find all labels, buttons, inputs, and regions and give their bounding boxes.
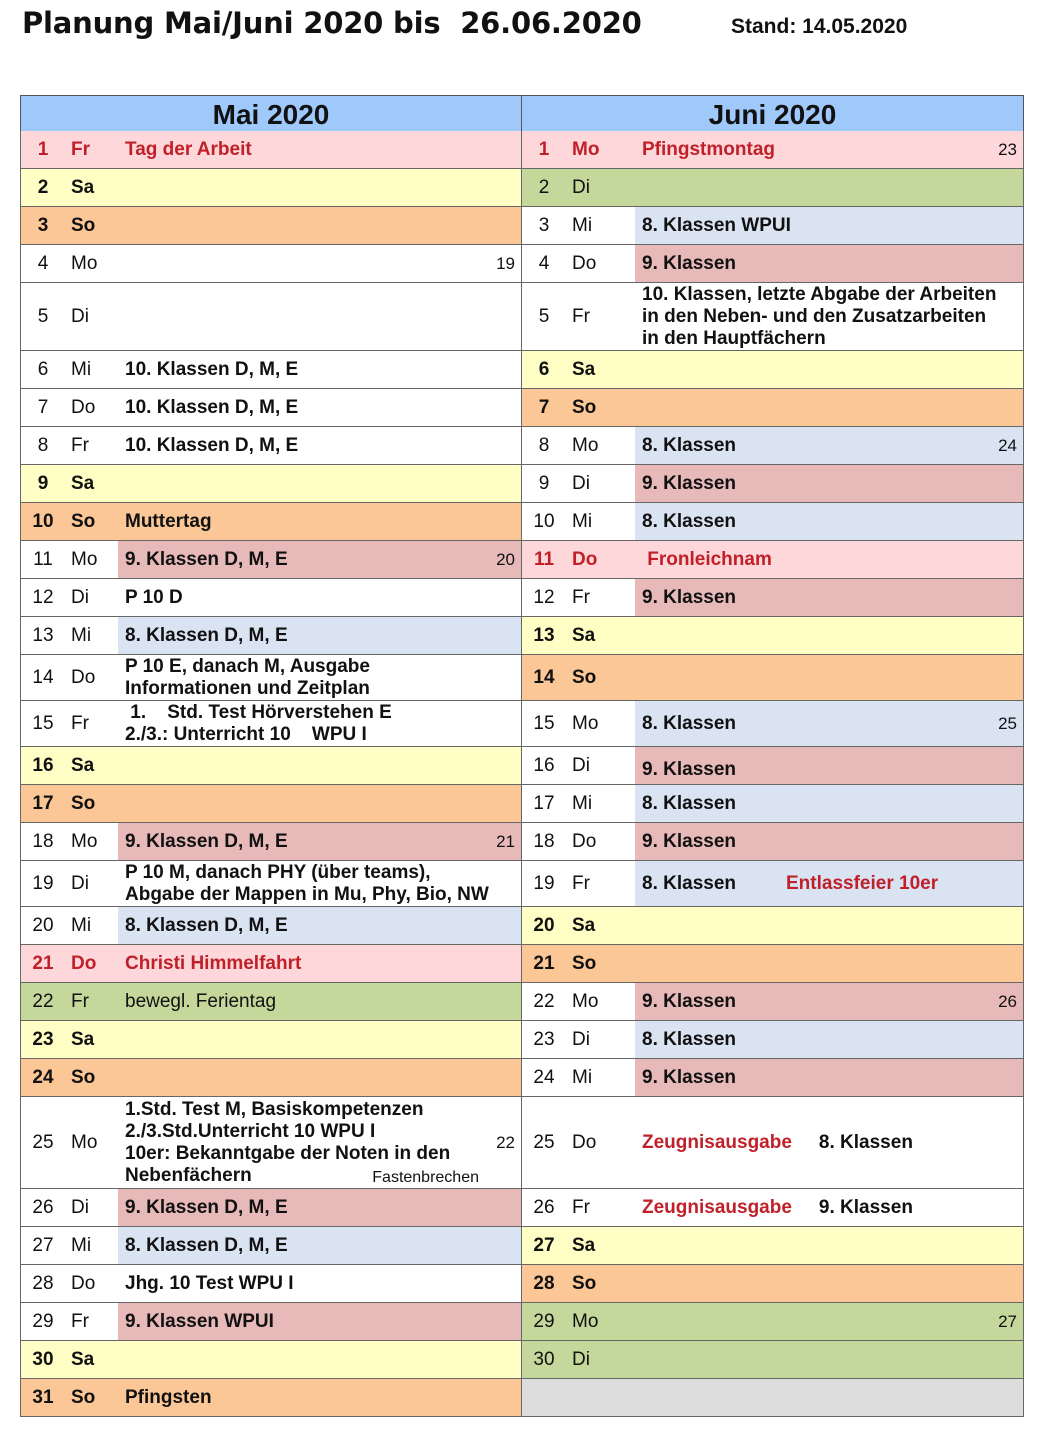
day-number: 22 xyxy=(533,990,555,1012)
weekday: Fr xyxy=(71,434,89,456)
day-number: 23 xyxy=(32,1028,54,1050)
day-number: 4 xyxy=(538,252,550,274)
june-day-row xyxy=(521,1059,1024,1097)
entry-text: 9. Klassen xyxy=(642,252,736,274)
may-day-row xyxy=(20,245,522,283)
june-day-row xyxy=(521,983,1024,1021)
day-entry xyxy=(118,541,521,578)
weekday: Sa xyxy=(572,358,596,380)
entry-text: 9. Klassen D, M, E xyxy=(125,548,288,570)
day-entry xyxy=(635,131,1023,168)
day-entry xyxy=(635,579,1023,616)
weekday: Di xyxy=(572,1348,590,1370)
day-number: 9 xyxy=(538,472,550,494)
day-number: 20 xyxy=(32,914,54,936)
day-number: 1 xyxy=(37,138,49,160)
june-day-row xyxy=(521,655,1024,701)
entry-text: 9. Klassen xyxy=(642,1066,736,1088)
day-number: 18 xyxy=(533,830,555,852)
weekday: Do xyxy=(71,396,96,418)
weekday: Di xyxy=(71,586,89,608)
day-entry xyxy=(118,983,521,1020)
entry-text: 8. Klassen xyxy=(642,792,736,814)
entry-text: 9. Klassen xyxy=(642,990,736,1012)
entry-text: 8. Klassen D, M, E xyxy=(125,1234,288,1256)
entry-text: Pfingsten xyxy=(125,1386,212,1408)
june-day-row xyxy=(521,861,1024,907)
day-number: 28 xyxy=(533,1272,555,1294)
day-entry xyxy=(118,907,521,944)
weekday xyxy=(572,1379,618,1416)
june-day-row xyxy=(521,541,1024,579)
june-day-row xyxy=(521,389,1024,427)
june-day-row xyxy=(521,907,1024,945)
weekday: Di xyxy=(71,305,89,327)
may-day-row xyxy=(20,541,522,579)
day-number: 7 xyxy=(538,396,550,418)
entry-text: 9. Klassen xyxy=(642,759,736,780)
entry-text: 8. Klassen xyxy=(642,434,736,456)
may-day-row xyxy=(20,655,522,701)
entry-text: Muttertag xyxy=(125,510,212,532)
may-day-row xyxy=(20,389,522,427)
june-day-row xyxy=(521,747,1024,785)
day-entry xyxy=(118,1303,521,1340)
weekday: Fr xyxy=(71,712,89,734)
day-number: 21 xyxy=(32,952,54,974)
day-entry xyxy=(118,579,521,616)
weekday: Do xyxy=(572,252,597,274)
may-day-row xyxy=(20,207,522,245)
entry-text: 1.Std. Test M, Basiskompetenzen 2./3.Std.Unterricht 10 WPU I 10er: Bekanntgabe der Noten in den Nebenfächern xyxy=(125,1098,451,1186)
day-entry xyxy=(635,465,1023,502)
day-entry xyxy=(118,351,521,388)
day-entry xyxy=(118,655,521,700)
day-entry xyxy=(635,1059,1023,1096)
weekday: Fr xyxy=(71,990,89,1012)
entry-text: Tag der Arbeit xyxy=(125,138,252,160)
day-number: 14 xyxy=(32,666,54,688)
day-number: 11 xyxy=(533,548,555,570)
entry-extra: 8. Klassen xyxy=(818,1131,913,1153)
may-header: Mai 2020 xyxy=(20,95,522,132)
may-day-row xyxy=(20,169,522,207)
entry-text: 10. Klassen D, M, E xyxy=(125,434,299,456)
week-number: 25 xyxy=(998,713,1017,733)
day-number: 13 xyxy=(32,624,54,646)
june-day-row xyxy=(521,131,1024,169)
weekday: Mi xyxy=(71,358,92,380)
day-entry xyxy=(118,1227,521,1264)
day-number: 22 xyxy=(32,990,54,1012)
entry-text: 10. Klassen D, M, E xyxy=(125,358,299,380)
entry-text: 10. Klassen, letzte Abgabe der Arbeiten in den Neben- und den Zusatzarbeiten in den Hauptfächern xyxy=(642,283,997,349)
june-day-row xyxy=(521,351,1024,389)
day-entry xyxy=(635,747,1023,784)
entry-text: 9. Klassen xyxy=(642,586,736,608)
june-day-row xyxy=(521,1097,1024,1189)
june-day-row xyxy=(521,579,1024,617)
entry-text: P 10 M, danach PHY (über teams), Abgabe der Mappen in Mu, Phy, Bio, NW xyxy=(125,861,489,905)
weekday: So xyxy=(71,792,96,814)
day-number: 26 xyxy=(533,1196,555,1218)
weekday: Mo xyxy=(71,1131,98,1153)
entry-text: 9. Klassen D, M, E xyxy=(125,830,288,852)
may-day-row xyxy=(20,579,522,617)
may-day-row xyxy=(20,1097,522,1189)
june-day-row xyxy=(521,245,1024,283)
day-number: 7 xyxy=(37,396,49,418)
weekday: So xyxy=(71,1066,96,1088)
weekday: Do xyxy=(572,1131,597,1153)
june-day-row xyxy=(521,1379,1024,1417)
may-day-row xyxy=(20,861,522,907)
june-day-row xyxy=(521,785,1024,823)
june-day-row xyxy=(521,1227,1024,1265)
weekday: Fr xyxy=(572,1196,590,1218)
weekday: Mi xyxy=(572,792,593,814)
june-day-row xyxy=(521,1341,1024,1379)
day-entry xyxy=(635,427,1023,464)
week-number: 22 xyxy=(496,1132,515,1152)
day-number: 27 xyxy=(32,1234,54,1256)
week-number: 20 xyxy=(496,549,515,569)
may-day-row xyxy=(20,1227,522,1265)
weekday: Sa xyxy=(71,1348,95,1370)
day-number: 29 xyxy=(533,1310,555,1332)
day-entry xyxy=(635,541,1023,578)
weekday: Mi xyxy=(71,624,92,646)
week-number: 19 xyxy=(496,253,515,273)
day-number: 29 xyxy=(32,1310,54,1332)
may-day-row xyxy=(20,617,522,655)
day-number: 2 xyxy=(538,176,550,198)
day-number: 2 xyxy=(37,176,49,198)
june-day-row xyxy=(521,1303,1024,1341)
entry-text: 8. Klassen xyxy=(642,510,736,532)
day-number: 8 xyxy=(538,434,550,456)
weekday: Sa xyxy=(71,1028,95,1050)
day-number: 6 xyxy=(538,358,550,380)
day-entry xyxy=(635,1097,1023,1188)
may-day-row xyxy=(20,945,522,983)
day-number: 6 xyxy=(37,358,49,380)
day-number: 25 xyxy=(32,1131,54,1153)
entry-text: 10. Klassen D, M, E xyxy=(125,396,299,418)
june-day-row xyxy=(521,465,1024,503)
june-day-row xyxy=(521,1265,1024,1303)
weekday: Mi xyxy=(572,214,593,236)
weekday: Fr xyxy=(572,872,590,894)
day-number xyxy=(522,1379,566,1416)
weekday: Di xyxy=(71,1196,89,1218)
weekday: Mo xyxy=(71,548,98,570)
day-entry xyxy=(118,503,521,540)
entry-text: 8. Klassen D, M, E xyxy=(125,624,288,646)
entry-note: Fastenbrechen xyxy=(372,1169,479,1186)
june-day-row xyxy=(521,207,1024,245)
weekday: Mi xyxy=(71,914,92,936)
may-day-row xyxy=(20,1341,522,1379)
day-entry xyxy=(118,861,521,906)
week-number: 24 xyxy=(998,435,1017,455)
entry-extra: 9. Klassen xyxy=(818,1196,913,1218)
day-entry xyxy=(118,945,521,982)
weekday: Di xyxy=(572,754,590,776)
day-number: 8 xyxy=(37,434,49,456)
day-entry xyxy=(118,389,521,426)
june-day-row xyxy=(521,1189,1024,1227)
weekday: Sa xyxy=(71,472,95,494)
weekday: Mo xyxy=(572,712,599,734)
day-number: 5 xyxy=(37,305,49,327)
day-entry xyxy=(118,1379,521,1416)
day-number: 13 xyxy=(533,624,555,646)
entry-text: P 10 E, danach M, Ausgabe Informationen und Zeitplan xyxy=(125,655,370,699)
day-number: 19 xyxy=(533,872,555,894)
week-number: 26 xyxy=(998,991,1017,1011)
day-entry xyxy=(118,617,521,654)
weekday: Mo xyxy=(572,1310,599,1332)
day-entry xyxy=(635,245,1023,282)
may-day-row xyxy=(20,1189,522,1227)
weekday: Fr xyxy=(71,1310,89,1332)
day-number: 12 xyxy=(533,586,555,608)
june-day-row xyxy=(521,427,1024,465)
weekday: Do xyxy=(71,952,97,974)
weekday: So xyxy=(572,396,597,418)
may-day-row xyxy=(20,1265,522,1303)
day-entry xyxy=(118,701,521,746)
weekday: Mi xyxy=(572,510,593,532)
weekday: Mo xyxy=(572,990,599,1012)
day-entry xyxy=(118,1189,521,1226)
weekday: Mo xyxy=(71,830,98,852)
may-day-row xyxy=(20,701,522,747)
day-number: 24 xyxy=(533,1066,555,1088)
day-number: 4 xyxy=(37,252,49,274)
entry-text: bewegl. Ferientag xyxy=(125,990,277,1012)
day-number: 25 xyxy=(533,1131,555,1153)
day-number: 30 xyxy=(32,1348,54,1370)
day-number: 18 xyxy=(32,830,54,852)
may-day-row xyxy=(20,1379,522,1417)
day-number: 16 xyxy=(32,754,54,776)
weekday: Do xyxy=(71,1272,96,1294)
weekday: Di xyxy=(71,872,89,894)
weekday: Do xyxy=(572,830,597,852)
may-day-row xyxy=(20,907,522,945)
week-number: 27 xyxy=(998,1311,1017,1331)
day-number: 20 xyxy=(533,914,555,936)
entry-text: Fronleichnam xyxy=(642,548,772,570)
may-day-row xyxy=(20,131,522,169)
day-number: 15 xyxy=(32,712,54,734)
may-day-row xyxy=(20,823,522,861)
day-number: 24 xyxy=(32,1066,54,1088)
day-entry xyxy=(635,983,1023,1020)
entry-text: 8. Klassen xyxy=(642,1028,736,1050)
day-entry xyxy=(118,131,521,168)
june-day-row xyxy=(521,283,1024,351)
weekday: Fr xyxy=(71,138,90,160)
weekday: Mi xyxy=(71,1234,92,1256)
day-number: 11 xyxy=(33,548,53,570)
day-number: 23 xyxy=(533,1028,555,1050)
weekday: Mo xyxy=(572,434,599,456)
day-entry xyxy=(635,503,1023,540)
weekday: So xyxy=(572,952,597,974)
may-day-row xyxy=(20,465,522,503)
may-day-row xyxy=(20,1059,522,1097)
day-entry xyxy=(635,1021,1023,1058)
entry-text: 9. Klassen xyxy=(642,472,736,494)
day-number: 28 xyxy=(32,1272,54,1294)
day-entry xyxy=(635,207,1023,244)
day-number: 16 xyxy=(533,754,555,776)
weekday: Di xyxy=(572,176,590,198)
week-number: 21 xyxy=(496,831,515,851)
day-number: 10 xyxy=(32,510,54,532)
entry-text: P 10 D xyxy=(125,586,183,608)
weekday: Sa xyxy=(71,754,95,776)
may-day-row xyxy=(20,1021,522,1059)
stand-date: Stand: 14.05.2020 xyxy=(731,15,908,38)
entry-text: Pfingstmontag xyxy=(642,138,775,160)
weekday: Mo xyxy=(71,252,98,274)
day-entry xyxy=(118,427,521,464)
day-number: 31 xyxy=(32,1386,54,1408)
day-entry xyxy=(635,1189,1023,1226)
day-number: 10 xyxy=(533,510,555,532)
day-entry xyxy=(118,823,521,860)
weekday: Sa xyxy=(71,176,95,198)
day-number: 9 xyxy=(37,472,49,494)
entry-text: Zeugnisausgabe xyxy=(642,1131,792,1153)
entry-text: Jhg. 10 Test WPU I xyxy=(125,1272,294,1294)
june-day-row xyxy=(521,1021,1024,1059)
entry-text: 8. Klassen WPUI xyxy=(642,214,791,236)
day-entry xyxy=(635,785,1023,822)
day-number: 21 xyxy=(533,952,555,974)
may-day-row xyxy=(20,1303,522,1341)
weekday: Do xyxy=(572,548,598,570)
page-title: Planung Mai/Juni 2020 bis 26.06.2020 xyxy=(22,6,642,40)
day-number: 17 xyxy=(32,792,54,814)
may-day-row xyxy=(20,747,522,785)
day-entry xyxy=(635,283,1023,350)
weekday: So xyxy=(71,1386,96,1408)
day-number: 5 xyxy=(538,305,550,327)
day-number: 30 xyxy=(533,1348,555,1370)
weekday: So xyxy=(71,214,96,236)
weekday: Di xyxy=(572,1028,590,1050)
weekday: Di xyxy=(572,472,590,494)
entry-text: 8. Klassen D, M, E xyxy=(125,914,288,936)
day-number: 12 xyxy=(32,586,54,608)
june-day-row xyxy=(521,503,1024,541)
day-entry xyxy=(635,701,1023,746)
entry-text: 9. Klassen xyxy=(642,830,736,852)
weekday: Mi xyxy=(572,1066,593,1088)
june-day-row xyxy=(521,701,1024,747)
day-entry xyxy=(635,861,1023,906)
entry-text: Christi Himmelfahrt xyxy=(125,952,302,974)
weekday: So xyxy=(71,510,96,532)
day-number: 3 xyxy=(538,214,550,236)
day-number: 26 xyxy=(32,1196,54,1218)
day-entry xyxy=(635,823,1023,860)
entry-text: Zeugnisausgabe xyxy=(642,1196,792,1218)
may-day-row xyxy=(20,283,522,351)
weekday: Sa xyxy=(572,624,596,646)
may-day-row xyxy=(20,785,522,823)
june-day-row xyxy=(521,945,1024,983)
entry-text: 9. Klassen WPUI xyxy=(125,1310,274,1332)
week-number: 23 xyxy=(998,139,1017,159)
weekday: Mo xyxy=(572,138,600,160)
may-day-row xyxy=(20,503,522,541)
day-number: 15 xyxy=(533,712,555,734)
entry-text: 1. Std. Test Hörverstehen E 2./3.: Unterricht 10 WPU I xyxy=(125,701,392,745)
entry-text: 8. Klassen xyxy=(642,872,736,894)
weekday: Fr xyxy=(572,586,590,608)
entry-text: 8. Klassen xyxy=(642,712,736,734)
weekday: Sa xyxy=(572,914,596,936)
entry-text: 9. Klassen D, M, E xyxy=(125,1196,288,1218)
weekday: Fr xyxy=(572,305,590,327)
day-number: 27 xyxy=(533,1234,555,1256)
day-entry xyxy=(118,1265,521,1302)
day-number: 17 xyxy=(533,792,555,814)
june-day-row xyxy=(521,823,1024,861)
may-day-row xyxy=(20,351,522,389)
weekday: Do xyxy=(71,666,96,688)
day-number: 14 xyxy=(533,666,555,688)
weekday: Sa xyxy=(572,1234,596,1256)
june-day-row xyxy=(521,169,1024,207)
day-number: 3 xyxy=(37,214,49,236)
weekday: So xyxy=(572,666,597,688)
june-day-row xyxy=(521,617,1024,655)
entry-extra: Entlassfeier 10er xyxy=(786,872,939,894)
day-number: 19 xyxy=(32,872,54,894)
may-day-row xyxy=(20,983,522,1021)
day-number: 1 xyxy=(538,138,550,160)
june-header: Juni 2020 xyxy=(521,95,1024,132)
weekday: So xyxy=(572,1272,597,1294)
may-day-row xyxy=(20,427,522,465)
